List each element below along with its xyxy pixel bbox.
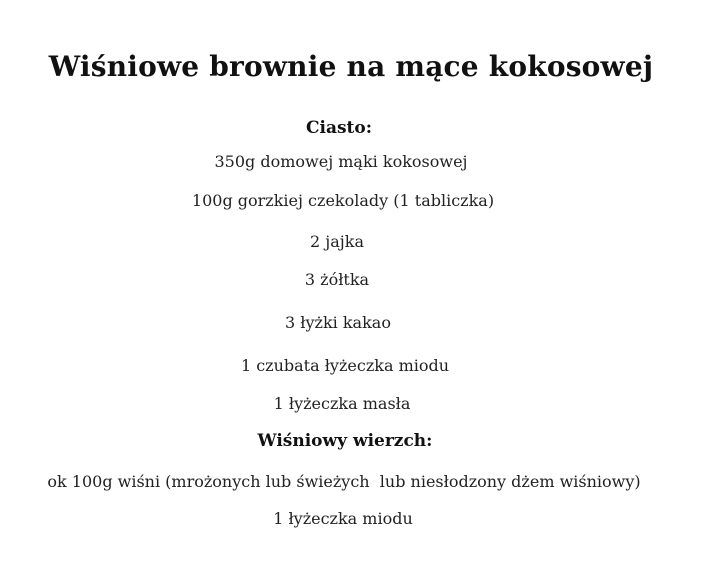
ingredient-item: 1 łyżeczka miodu (273, 509, 413, 528)
recipe-title: Wiśniowe brownie na mące kokosowej (48, 50, 654, 83)
ingredient-item: 100g gorzkiej czekolady (1 tabliczka) (191, 191, 495, 210)
ingredient-item: 350g domowej mąki kokosowej (214, 152, 468, 171)
ingredient-item: 3 łyżki kakao (285, 313, 391, 332)
ingredient-item: 1 łyżeczka masła (273, 394, 411, 413)
section-heading-wisniowy-wierzch: Wiśniowy wierzch: (257, 431, 433, 451)
section-heading-ciasto: Ciasto: (305, 118, 373, 138)
ingredient-item: 2 jajka (310, 232, 364, 251)
ingredient-item: 3 żółtka (304, 270, 370, 289)
ingredient-item: ok 100g wiśni (mrożonych lub świeżych lub niesłodzony dżem wiśniowy) (47, 472, 641, 491)
ingredient-item: 1 czubata łyżeczka miodu (240, 356, 450, 375)
